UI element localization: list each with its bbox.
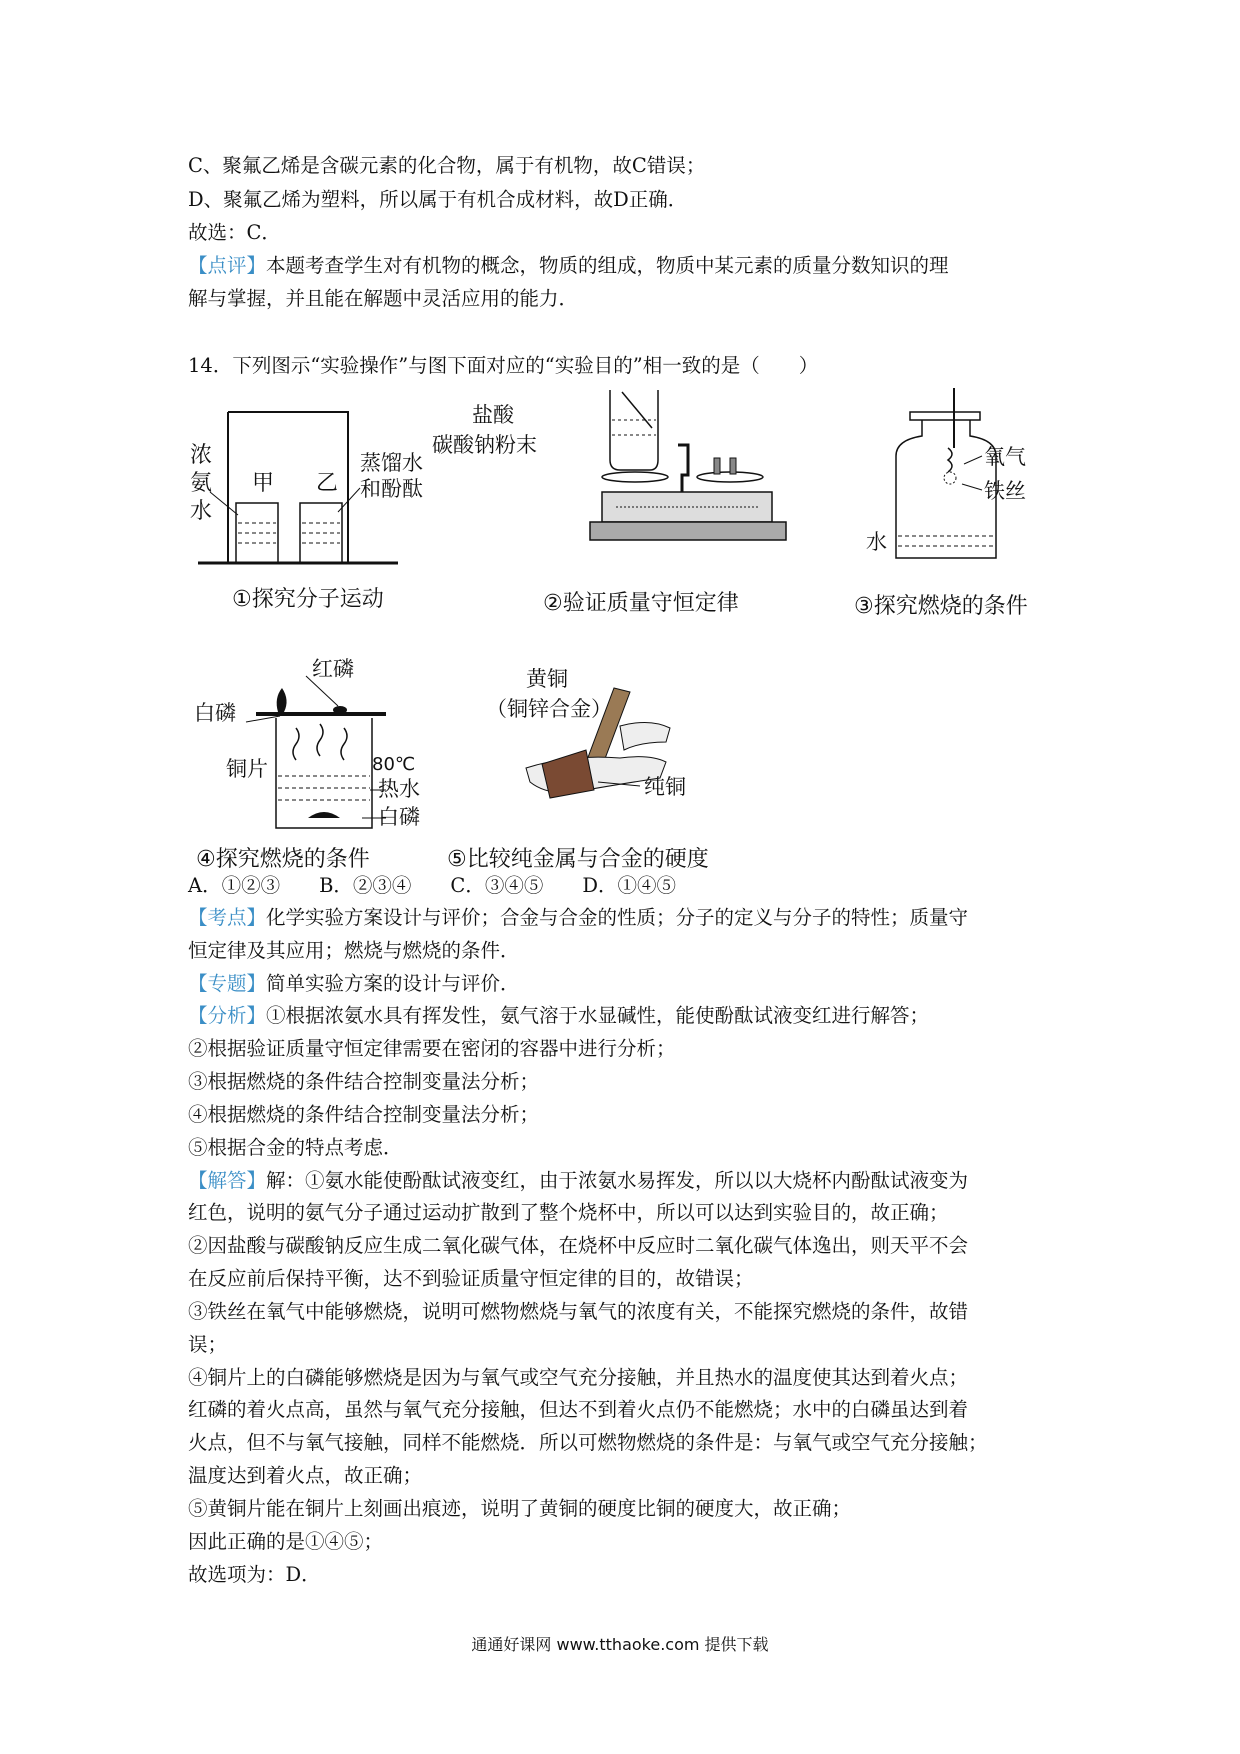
text-line: C、聚氟乙烯是含碳元素的化合物，属于有机物，故C错误；	[188, 154, 706, 177]
label-white-p-bottom: 白磷	[378, 805, 420, 829]
section-tag: 【点评】	[188, 254, 267, 277]
text-line: ④根据燃烧的条件结合控制变量法分析；	[188, 1103, 540, 1126]
answer-options: A．①②③ B．②③④ C．③④⑤ D．①④⑤	[188, 874, 676, 897]
section-tag: 【解答】	[188, 1169, 267, 1192]
small-beaker-yi	[300, 503, 342, 563]
label-fe: 铁丝	[984, 479, 1026, 503]
text-line: D、聚氟乙烯为塑料，所以属于有机合成材料，故D正确．	[188, 188, 688, 211]
label-hot-water: 热水	[378, 777, 420, 801]
test-tube	[622, 392, 652, 428]
section-text: 本题考查学生对有机物的概念，物质的组成，物质中某元素的质量分数知识的理	[266, 254, 949, 277]
small-beaker-jia	[236, 503, 278, 563]
text-line: 解与掌握，并且能在解题中灵活应用的能力．	[188, 287, 579, 310]
page-footer: 通通好课网 www.tthaoke.com 提供下载	[471, 1635, 769, 1654]
label-nongan-1: 浓	[190, 443, 213, 468]
figure-caption: ⑤比较纯金属与合金的硬度	[447, 847, 709, 872]
text-line: 误；	[188, 1333, 228, 1356]
text-line: 恒定律及其应用；燃烧与燃烧的条件．	[188, 939, 520, 962]
pure-copper-piece	[542, 750, 594, 798]
text-line: 因此正确的是①④⑤；	[188, 1530, 384, 1553]
text-line: 故选：C．	[188, 221, 281, 244]
label-nongan-2: 氨	[190, 471, 213, 496]
section-text: 解：①氨水能使酚酞试液变红，由于浓氨水易挥发，所以以大烧杯内酚酞试液变为	[266, 1169, 969, 1192]
label-jia: 甲	[252, 471, 275, 496]
gas-bottle	[896, 420, 996, 558]
section-text: 简单实验方案的设计与评价．	[266, 972, 520, 995]
figure-1-drawing	[188, 400, 448, 575]
red-phosphorus	[333, 706, 347, 714]
text-line: ③铁丝在氧气中能够燃烧，说明可燃物燃烧与氧气的浓度有关，不能探究燃烧的条件，故错	[188, 1300, 969, 1323]
flame	[277, 688, 287, 712]
beaker-on-balance	[610, 390, 658, 470]
label-temp: 80℃	[372, 754, 416, 775]
text-line: 在反应前后保持平衡，达不到验证质量守恒定律的目的，故错误；	[188, 1267, 754, 1290]
section-tag: 【专题】	[188, 972, 267, 995]
text-line: ②根据验证质量守恒定律需要在密闭的容器中进行分析；	[188, 1037, 676, 1060]
balance-base	[602, 492, 772, 522]
label-o2: 氧气	[984, 445, 1026, 469]
fenxi-line	[188, 1004, 929, 1028]
figure-caption: ③探究燃烧的条件	[854, 594, 1028, 619]
label-brass-1: 黄铜	[526, 667, 568, 691]
label-hcl: 盐酸	[472, 403, 514, 427]
label-copper: 铜片	[226, 757, 268, 781]
iron-wire	[948, 448, 952, 472]
figure-5-drawing	[486, 658, 740, 818]
text-line: 故选项为：D．	[188, 1563, 321, 1586]
text-line: ④铜片上的白磷能够燃烧是因为与氧气或空气充分接触，并且热水的温度使其达到着火点；	[188, 1366, 969, 1389]
text-line: ②因盐酸与碳酸钠反应生成二氧化碳气体，在烧杯中反应时二氧化碳气体逸出，则天平不会	[188, 1234, 969, 1257]
figure-3-drawing	[866, 388, 1070, 568]
text-line: 温度达到着火点，故正确；	[188, 1464, 423, 1487]
kaodian-line	[188, 906, 968, 930]
figure-iron-burning	[866, 388, 1070, 568]
label-brass-2: （铜锌合金）	[486, 697, 612, 721]
section-tag: 【考点】	[188, 906, 267, 929]
beaker	[276, 718, 372, 828]
text-line: 红色，说明的氨气分子通过运动扩散到了整个烧杯中，所以可以达到实验目的，故正确；	[188, 1201, 949, 1224]
text-line: ⑤黄铜片能在铜片上刻画出痕迹，说明了黄铜的硬度比铜的硬度大，故正确；	[188, 1497, 852, 1520]
comment-line	[188, 254, 949, 278]
figure-molecule-motion	[188, 400, 448, 575]
label-zlk-1: 蒸馏水	[360, 451, 423, 475]
label-red-p: 红磷	[312, 657, 354, 681]
label-nongan-3: 水	[190, 499, 213, 524]
text-line: ⑤根据合金的特点考虑．	[188, 1136, 403, 1159]
figure-2-drawing	[432, 380, 790, 570]
label-pure-copper: 纯铜	[644, 775, 686, 799]
question-title: 14．下列图示“实验操作”与图下面对应的“实验目的”相一致的是（ ）	[188, 354, 819, 377]
label-water: 水	[866, 530, 887, 554]
figure-caption: ②验证质量守恒定律	[543, 591, 739, 616]
text-line: 火点，但不与氧气接触，同样不能燃烧．所以可燃物燃烧的条件是：与氧气或空气充分接触；	[188, 1431, 988, 1454]
figure-phosphorus-burning	[196, 658, 426, 838]
figure-4-drawing	[196, 658, 426, 838]
figure-hardness	[486, 658, 740, 818]
text-line: ③根据燃烧的条件结合控制变量法分析；	[188, 1070, 540, 1093]
label-yi: 乙	[316, 471, 339, 496]
figure-mass-conservation	[432, 380, 790, 570]
figure-caption: ①探究分子运动	[232, 587, 384, 612]
jieda-line	[188, 1169, 968, 1193]
section-text: 化学实验方案设计与评价；合金与合金的性质；分子的定义与分子的特性；质量守	[266, 906, 969, 929]
label-na2co3: 碳酸钠粉末	[432, 433, 537, 457]
zhuanti-line	[188, 972, 520, 996]
section-text: ①根据浓氨水具有挥发性，氨气溶于水显碱性，能使酚酞试液变红进行解答；	[266, 1004, 930, 1027]
figure-caption: ④探究燃烧的条件	[196, 847, 370, 872]
label-zlk-2: 和酚酞	[360, 477, 423, 501]
text-line: 红磷的着火点高，虽然与氧气充分接触，但达不到着火点仍不能燃烧；水中的白磷虽达到着	[188, 1398, 969, 1421]
label-white-p-top: 白磷	[194, 701, 236, 725]
section-tag: 【分析】	[188, 1004, 267, 1027]
bottle-stopper	[910, 412, 980, 420]
